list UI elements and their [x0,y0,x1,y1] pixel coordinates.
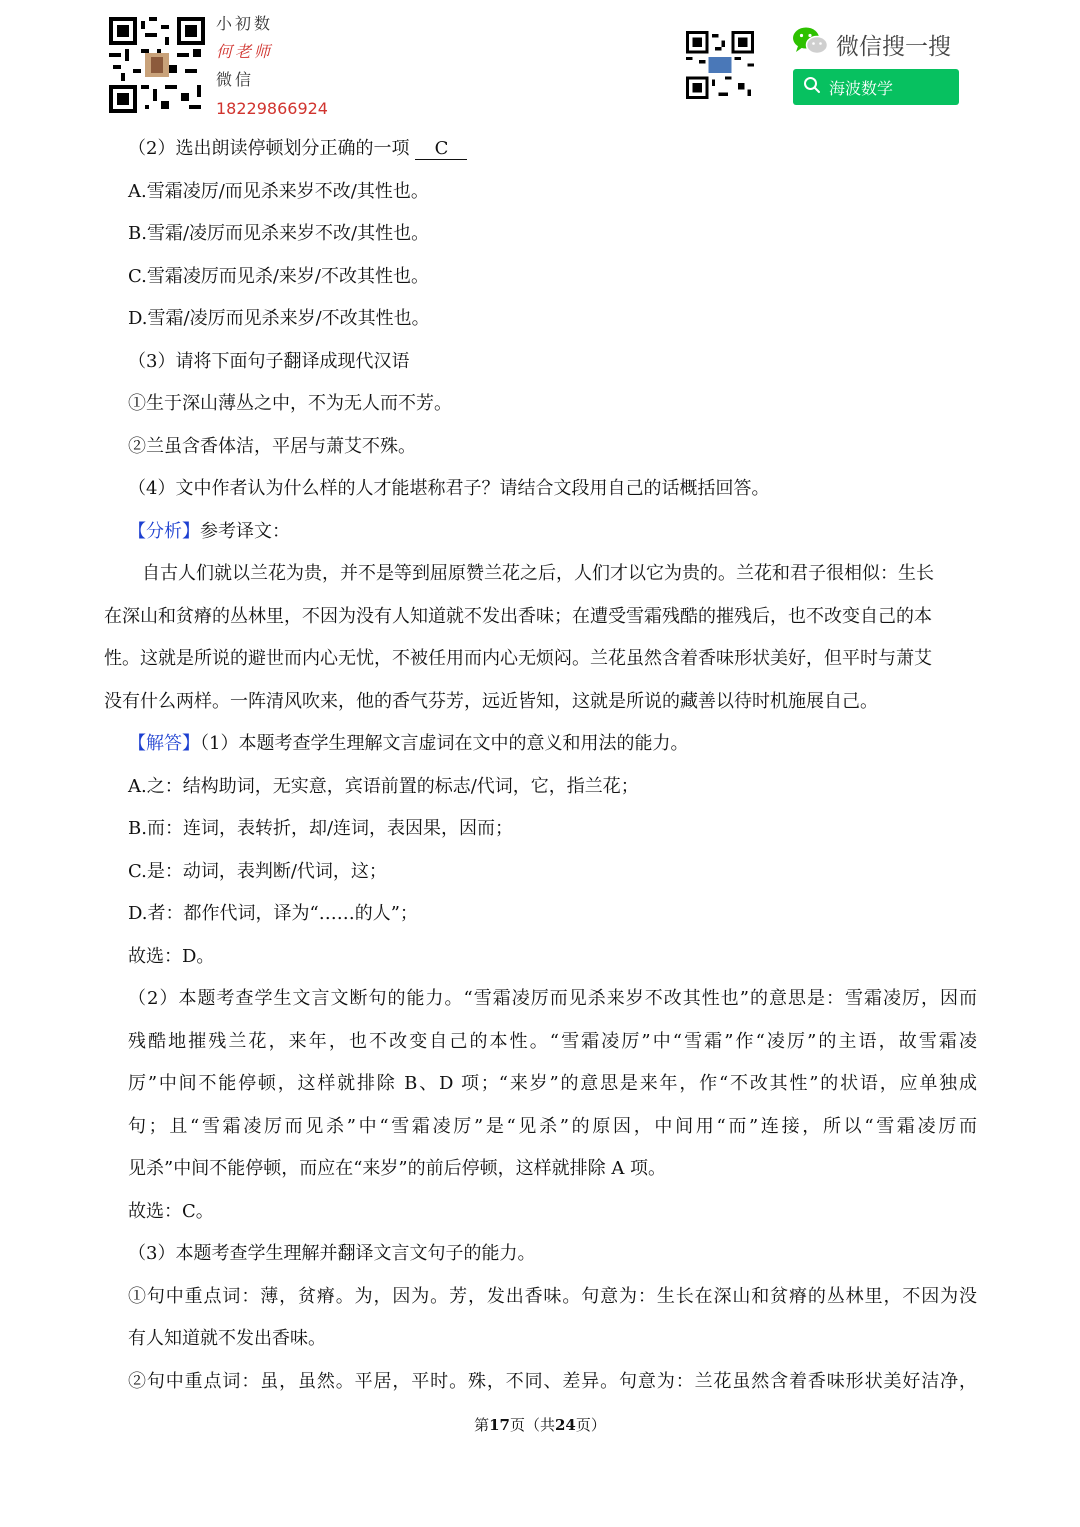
text-line [104,596,977,639]
text-line [104,256,977,299]
current-page-number: 17 [489,1416,510,1434]
text-line [104,1148,977,1191]
line-text: 自古人们就以兰花为贵，并不是等到屈原赞兰花之后，人们才以它为贵的。兰花和君子很相似：生长 [142,563,934,584]
line-text: 参考译文： [200,520,290,542]
text-line [104,128,977,171]
line-text: A.雪霜凌厉/而见杀来岁不改/其性也。 [128,180,429,202]
line-text: C.雪霜凌厉而见杀/来岁/不改其性也。 [128,265,429,287]
line-text: （1）本题考查学生理解文言虚词在文中的意义和用法的能力。 [200,733,689,754]
line-text: 句；且“雪霜凌厉而见杀”中“雪霜凌厉”是“见杀”的原因，中间用“而”连接，所以“雪霜凌厉而 [128,1115,977,1137]
line-text: （2）本题考查学生文言文断句的能力。“雪霜凌厉而见杀来岁不改其性也”的意思是：雪霜凌厉，因而 [128,988,977,1009]
wechat-search-label: 微信搜一搜 [836,33,951,60]
section-tag: 【分析】 [128,520,200,542]
text-line [104,936,977,979]
text-line [104,808,977,851]
line-text: （3）本题考查学生理解并翻译文言文句子的能力。 [128,1243,536,1264]
line-text: 有人知道就不发出香味。 [128,1328,326,1349]
text-line [104,1021,977,1064]
text-line [104,426,977,469]
text-line [104,893,977,936]
text-line [104,468,977,511]
text-line [104,1106,977,1149]
footer-prefix: 第 [474,1416,490,1434]
wechat-icon [792,26,828,62]
text-line [104,851,977,894]
line-text: D.者：都作代词，译为“……的人”； [128,903,418,924]
text-line [104,723,977,766]
text-line [104,383,977,426]
line-text: ①句中重点词：薄，贫瘠。为，因为。芳，发出香味。句意为：生长在深山和贫瘠的丛林里，不因为没 [128,1285,977,1307]
text-line [104,213,977,256]
text-line [104,1191,977,1234]
line-text: （3）请将下面句子翻译成现代汉语 [128,350,410,372]
qr-code-right [686,31,754,99]
text-line [104,1063,977,1106]
line-text: B.而：连词，表转折，却/连词，表因果，因而； [128,818,514,839]
line-text: ①生于深山薄丛之中，不为无人而不芳。 [128,393,452,414]
text-line [104,171,977,214]
wechat-account-name: 海波数学 [829,78,894,98]
section-tag: 【解答】 [128,733,200,754]
line-text: 见杀”中间不能停顿，而应在“来岁”的前后停顿，这样就排除 A 项。 [128,1158,667,1179]
wechat-search-brand [792,27,951,61]
answer-blank: C [415,139,467,160]
line-text: ②兰虽含香体洁，平居与萧艾不殊。 [128,435,416,457]
handwriting-line-3: 微信 [216,70,255,89]
text-line [104,553,977,596]
line-text: 故选：C。 [128,1200,214,1222]
handwriting-line-2: 何老师 [216,42,274,61]
line-text: （4）文中作者认为什么样的人才能堪称君子？请结合文段用自己的话概括回答。 [128,478,770,499]
line-text: B.雪霜/凌厉而见杀来岁不改/其性也。 [128,223,430,244]
text-line [104,638,977,681]
text-line [104,511,977,554]
footer-suffix: 页） [575,1416,606,1434]
text-line [104,978,977,1021]
line-text: 没有什么两样。一阵清风吹来，他的香气芬芳，远近皆知，这就是所说的藏善以待时机施展自己。 [104,690,878,712]
line-text: D.雪霜/凌厉而见杀来岁/不改其性也。 [128,308,430,329]
search-icon [803,76,821,98]
wechat-account-search-button[interactable] [793,69,959,105]
footer-middle: 页（共 [509,1416,555,1434]
line-text: A.之：结构助词，无实意，宾语前置的标志/代词，它，指兰花； [128,775,639,797]
text-line [104,1361,977,1404]
text-line [104,341,977,384]
handwriting-phone: 18229866924 [216,99,328,118]
total-page-count: 24 [555,1416,576,1434]
handwriting-line-1: 小初数 [216,14,274,33]
text-line [104,681,977,724]
document-body [104,128,977,1403]
text-line [104,1233,977,1276]
line-text: 厉”中间不能停顿，这样就排除 B、D 项；“来岁”的意思是来年，作“不改其性”的状语，应单独成 [128,1073,977,1094]
line-text: 故选：D。 [128,945,215,967]
line-text: （2）选出朗读停顿划分正确的一项 [128,138,410,159]
page-footer [0,1414,1080,1435]
text-line [104,1276,977,1319]
line-text: ②句中重点词：虽，虽然。平居，平时。殊，不同、差异。句意为：兰花虽然含着香味形状美好洁净， [128,1370,977,1392]
qr-code-left [109,17,205,113]
line-text: 性。这就是所说的避世而内心无忧，不被任用而内心无烦闷。兰花虽然含着香味形状美好，但平时与萧艾 [104,648,932,669]
text-line [104,766,977,809]
line-text: 在深山和贫瘠的丛林里，不因为没有人知道就不发出香味；在遭受雪霜残酷的摧残后，也不改变自己的本 [104,605,932,627]
text-line [104,1318,977,1361]
text-line [104,298,977,341]
line-text: 残酷地摧残兰花，来年，也不改变自己的本性。“雪霜凌厉”中“雪霜”作“凌厉”的主语，故雪霜凌 [128,1030,977,1052]
line-text: C.是：动词，表判断/代词，这； [128,860,387,882]
